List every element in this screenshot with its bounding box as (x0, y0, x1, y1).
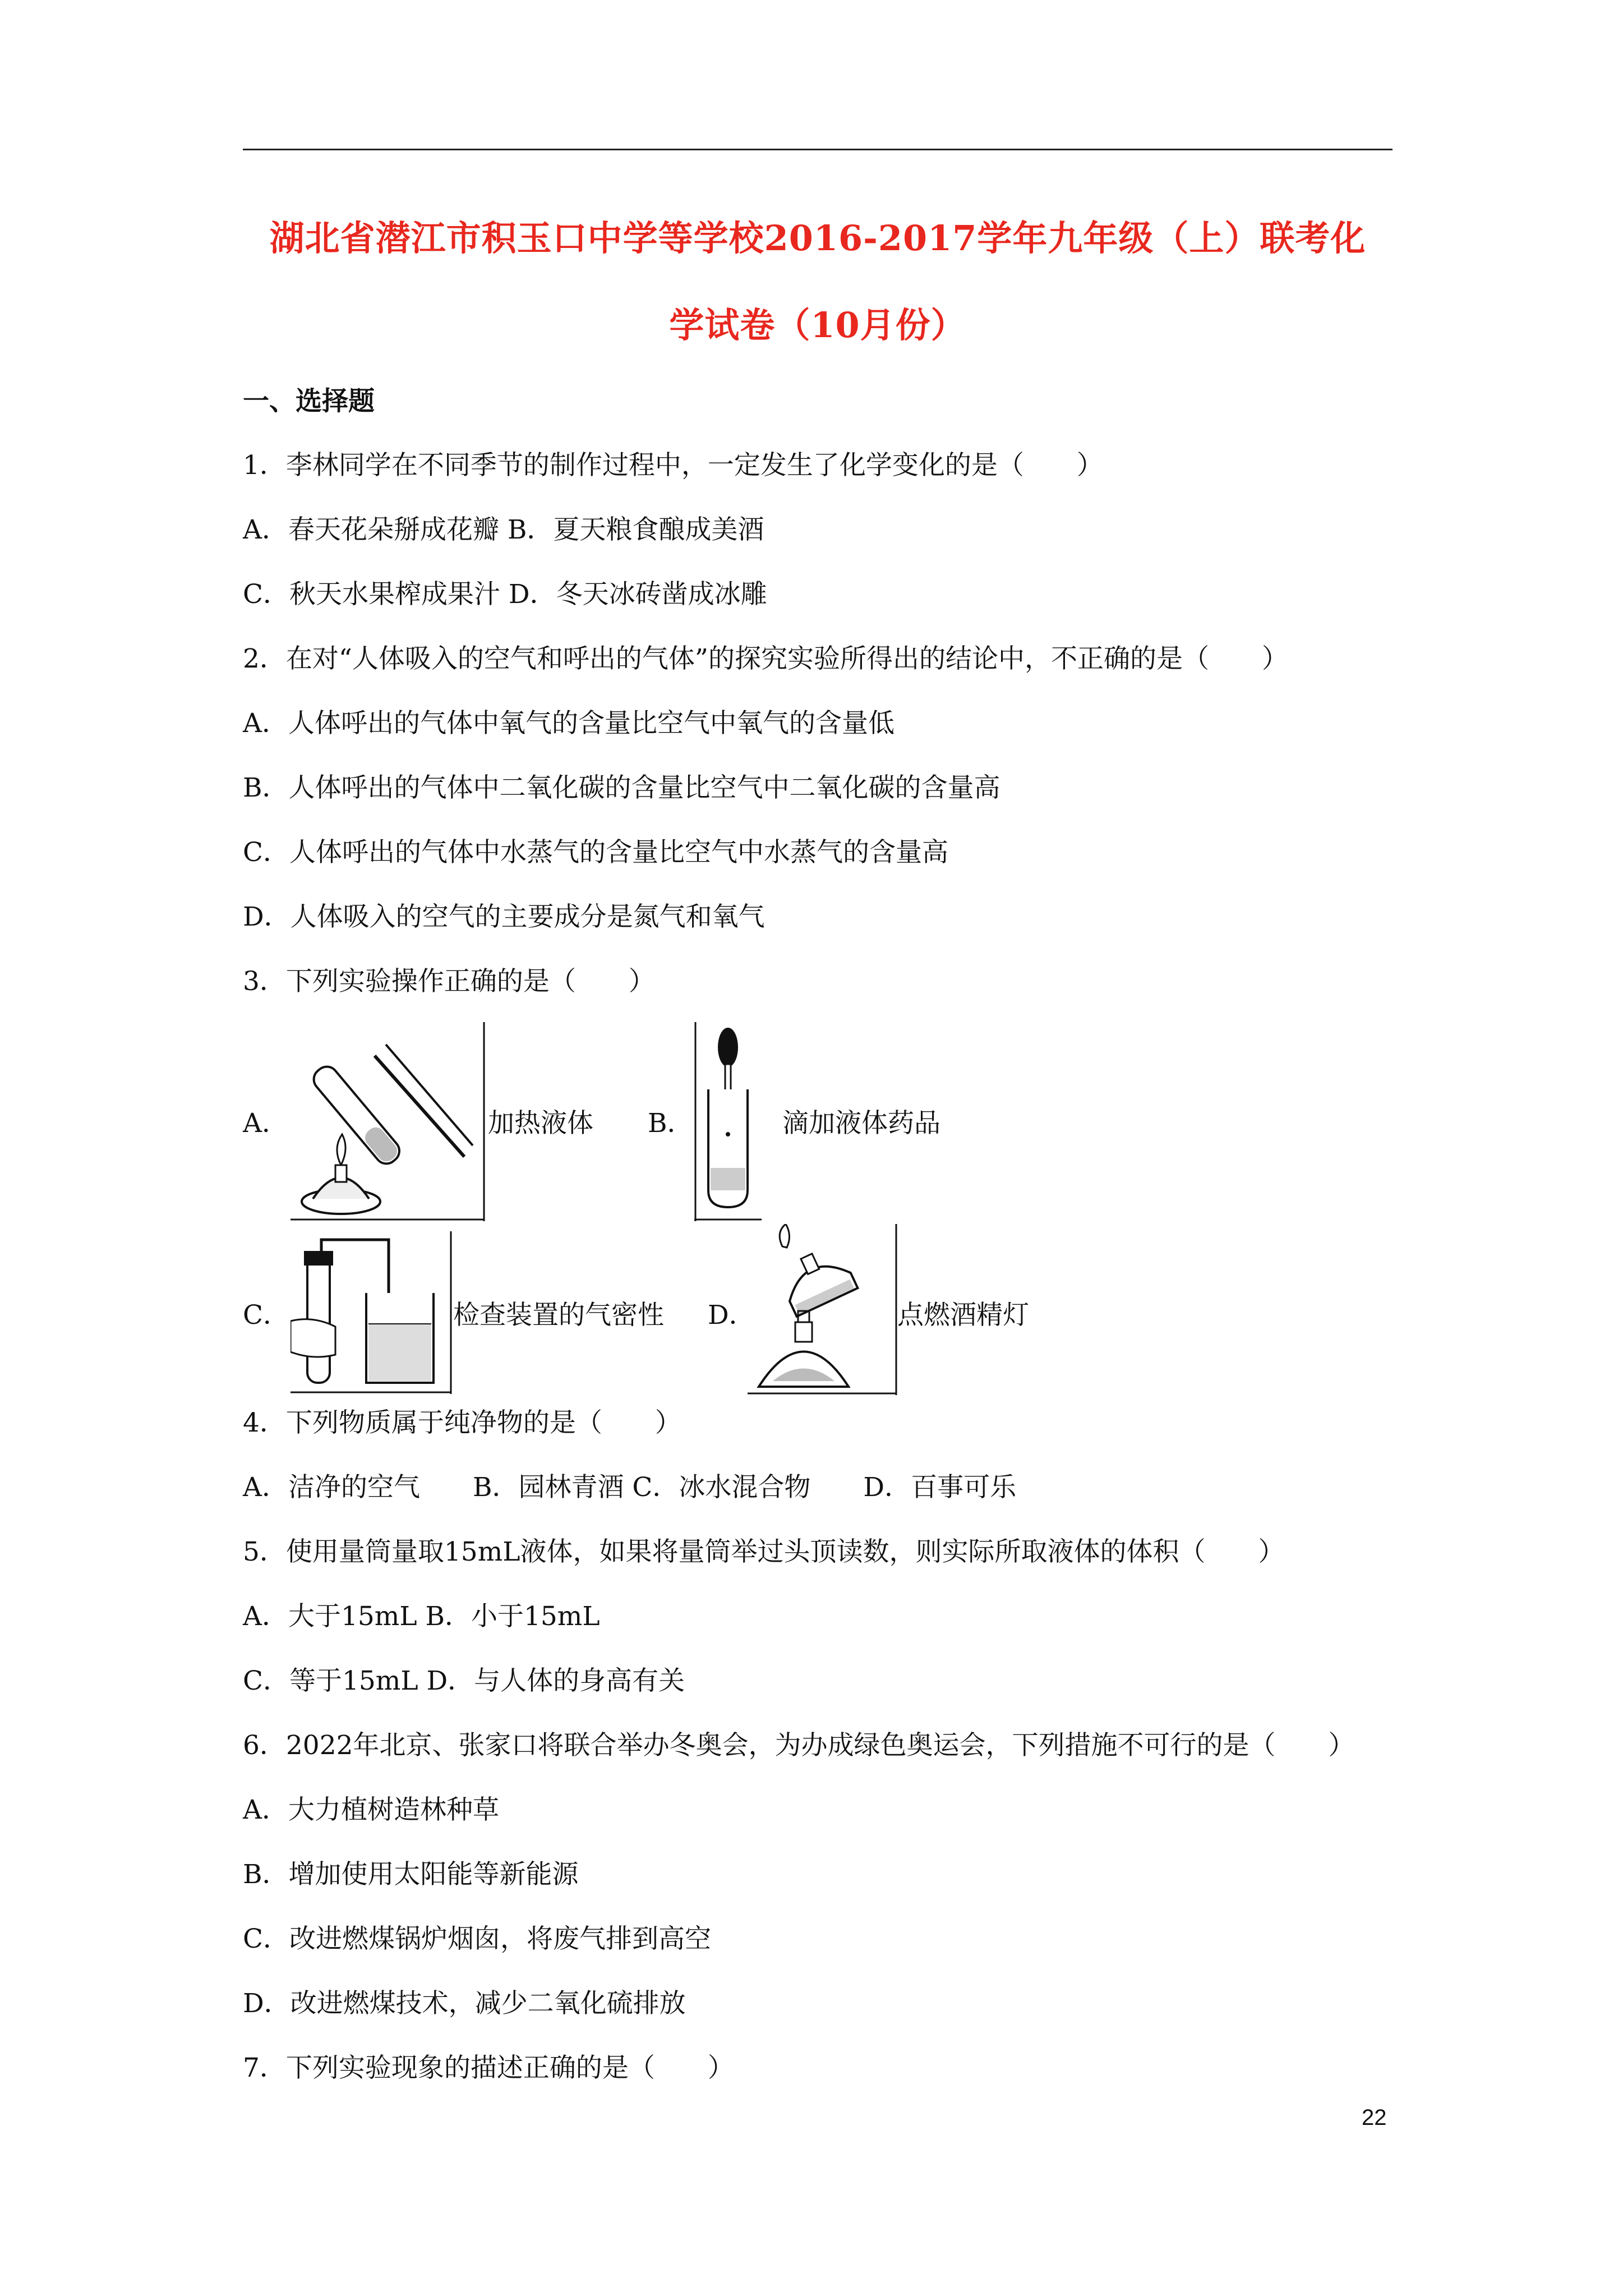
question-6-option-b: B．增加使用太阳能等新能源 (243, 1859, 579, 1890)
question-5-options-ab: A．大于15mL B．小于15mL (243, 1601, 600, 1632)
option-c-caption: 检查装置的气密性 (453, 1300, 664, 1331)
page-number: 22 (1362, 2105, 1387, 2130)
question-2-stem: 2．在对“人体吸入的空气和呼出的气体”的探究实验所得出的结论中，不正确的是（ ） (243, 643, 1288, 674)
question-1-options-ab: A．春天花朵掰成花瓣 B．夏天粮食酿成美酒 (243, 514, 764, 545)
document-title-line-1: 湖北省潜江市积玉口中学等学校2016-2017学年九年级（上）联考化 (269, 218, 1366, 259)
option-b-label: B． (648, 1108, 694, 1139)
question-6-option-d: D．改进燃煤技术，减少二氧化硫排放 (243, 1988, 686, 2019)
question-2-option-c: C．人体呼出的气体中水蒸气的含量比空气中水蒸气的含量高 (243, 837, 948, 868)
header-rule (243, 149, 1393, 150)
question-6-option-c: C．改进燃煤锅炉烟囱，将废气排到高空 (243, 1924, 711, 1954)
option-b-caption: 滴加液体药品 (782, 1108, 940, 1139)
option-a-caption: 加热液体 (488, 1108, 593, 1139)
option-a-label: A． (243, 1108, 288, 1139)
lighting-alcohol-lamp-figure (748, 1224, 899, 1395)
question-7-stem: 7．下列实验现象的描述正确的是（ ） (243, 2053, 734, 2083)
question-2-option-a: A．人体呼出的气体中氧气的含量比空气中氧气的含量低 (243, 708, 895, 739)
question-1-options-cd: C．秋天水果榨成果汁 D．冬天冰砖凿成冰雕 (243, 579, 767, 610)
question-5-stem: 5．使用量筒量取15mL液体，如果将量筒举过头顶读数，则实际所取液体的体积（ ） (243, 1536, 1285, 1567)
question-2-option-b: B．人体呼出的气体中二氧化碳的含量比空气中二氧化碳的含量高 (243, 772, 1000, 803)
section-heading: 一、选择题 (243, 386, 375, 417)
question-4-options: A．洁净的空气 B．园林青酒 C．冰水混合物 D．百事可乐 (243, 1472, 1017, 1503)
heating-liquid-figure (291, 1022, 487, 1221)
question-3-stem: 3．下列实验操作正确的是（ ） (243, 966, 655, 997)
question-5-options-cd: C．等于15mL D．与人体的身高有关 (243, 1665, 685, 1696)
option-d-label: D． (708, 1300, 755, 1331)
question-1-stem: 1．李林同学在不同季节的制作过程中，一定发生了化学变化的是（ ） (243, 450, 1103, 481)
question-2-option-d: D．人体吸入的空气的主要成分是氮气和氧气 (243, 901, 765, 932)
question-4-stem: 4．下列物质属于纯净物的是（ ） (243, 1407, 681, 1438)
question-6-option-a: A．大力植树造林种草 (243, 1795, 499, 1825)
airtightness-check-figure (291, 1231, 453, 1394)
option-d-caption: 点燃酒精灯 (897, 1300, 1029, 1331)
option-c-label: C． (243, 1300, 289, 1331)
question-6-stem: 6．2022年北京、张家口将联合举办冬奥会，为办成绿色奥运会，下列措施不可行的是（ ） (243, 1730, 1355, 1761)
document-title-line-2: 学试卷（10月份） (669, 305, 966, 346)
